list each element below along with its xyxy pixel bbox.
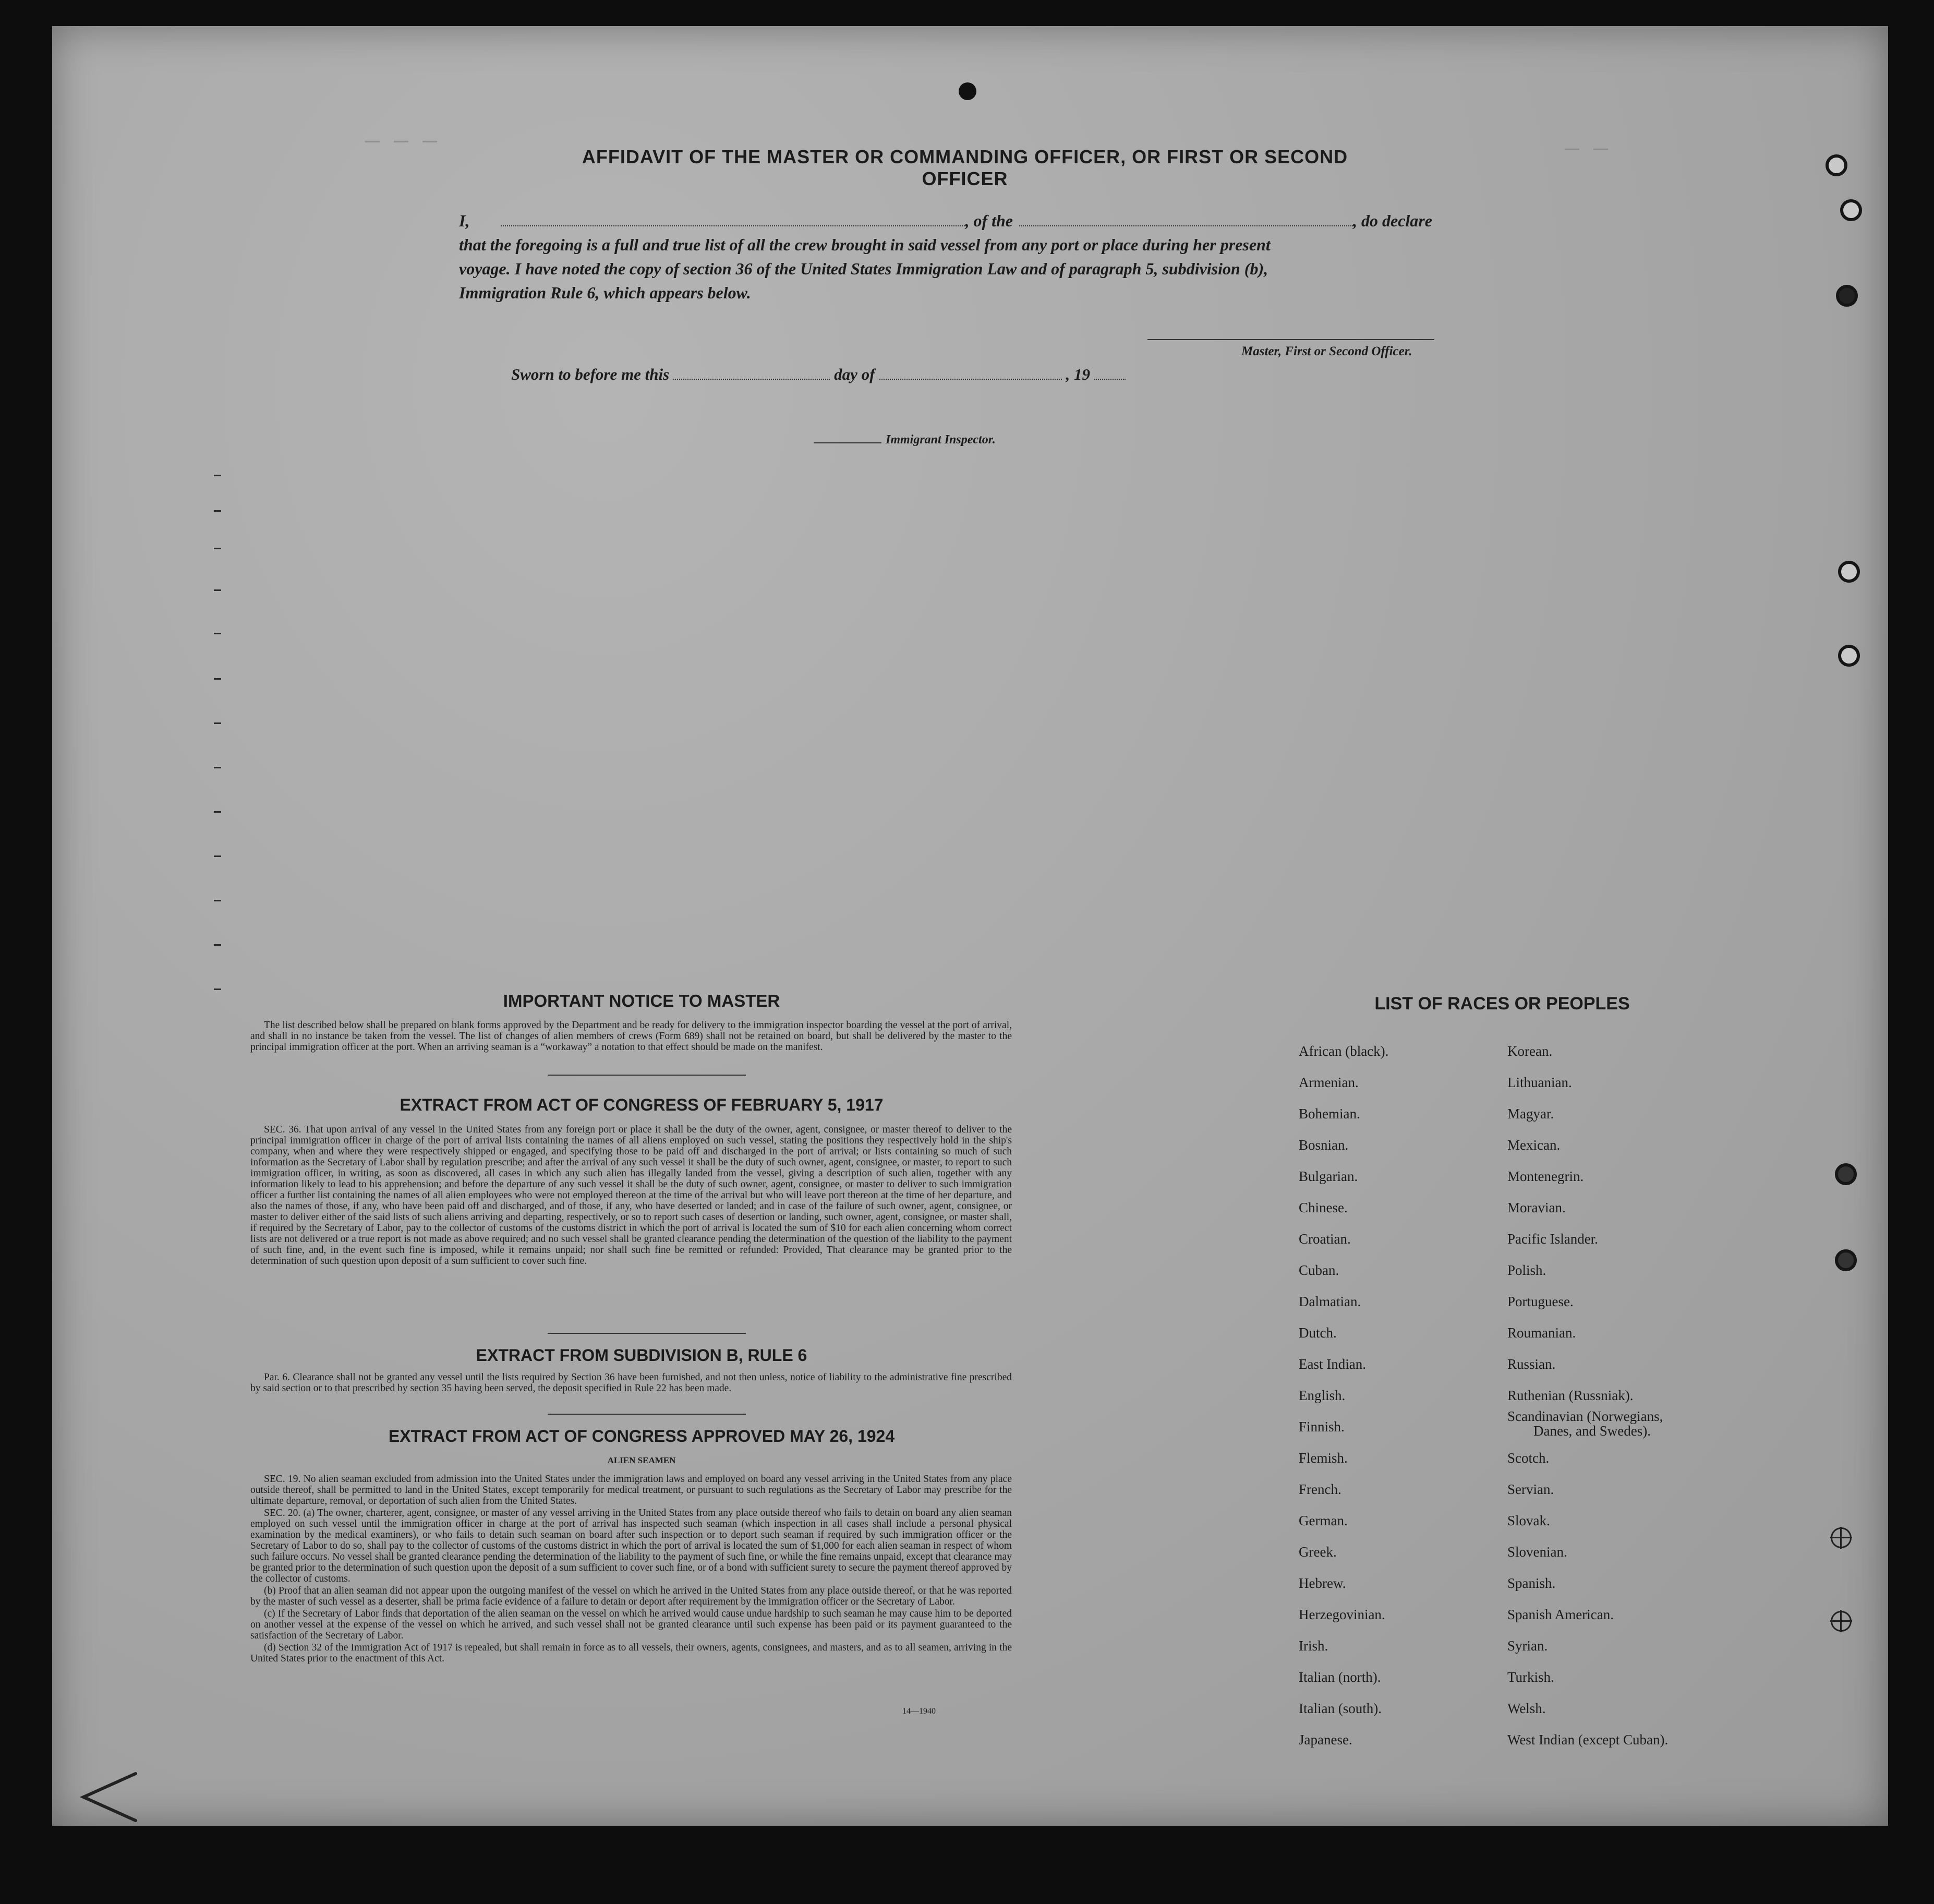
race-item: Herzegovinian. — [1299, 1607, 1385, 1622]
race-item: Dutch. — [1299, 1325, 1337, 1341]
affidavit-line: voyage. I have noted the copy of section 36 of the United States Immigration Law and of paragraph 5, subdivision (b), — [459, 259, 1268, 278]
extract-rule6-title: EXTRACT FROM SUBDIVISION B, RULE 6 — [476, 1346, 807, 1365]
race-item: Syrian. — [1507, 1638, 1548, 1654]
form-number: 14—1940 — [902, 1707, 936, 1716]
race-item: English. — [1299, 1388, 1346, 1403]
section-divider — [548, 1075, 746, 1076]
binder-ring-mark — [1838, 561, 1860, 583]
race-item: Greek. — [1299, 1544, 1337, 1560]
race-item: Spanish American. — [1507, 1607, 1614, 1622]
race-item: Italian (north). — [1299, 1669, 1381, 1685]
section-divider — [548, 1414, 746, 1415]
row-dash — [214, 633, 221, 634]
extract-1917-text — [250, 1124, 1012, 1268]
race-item: Bohemian. — [1299, 1106, 1360, 1122]
race-item: Irish. — [1299, 1638, 1328, 1654]
binder-ring-mark — [1836, 285, 1858, 307]
sworn-year-field[interactable] — [1094, 365, 1126, 380]
sec20d-paragraph: (d) Section 32 of the Immigration Act of 1917 is repealed, but shall remain in force as to all vessels, their owners, agents, consignees, and masters, and as to all seamen, arriving in the United States prior to the enactment of this Act. — [250, 1642, 1012, 1664]
signature-label: Master, First or Second Officer. — [1241, 344, 1412, 358]
affidavit-text — [459, 209, 1481, 305]
race-item: Spanish. — [1507, 1575, 1556, 1591]
sworn-statement — [511, 365, 1126, 384]
row-dash — [214, 510, 221, 512]
binder-ring-mark — [1835, 1249, 1857, 1271]
inspector-signature — [814, 429, 996, 447]
section-divider — [548, 1333, 746, 1334]
affidavit-of-the-label: , of the — [965, 211, 1013, 230]
extract-1917-paragraph: SEC. 36. That upon arrival of any vessel in the United States from any foreign port or place it shall be the duty of the owner, agent, consignee, or master thereof to deliver to the principal immigration officer in charge of the port of arrival lists containing the names of all aliens employed on such vessel, stating the positions they respectively hold in the ship's company, when and where they were respectively shipped or engaged, and specifying those to be paid off and discharged in the port of arrival; or lists containing so much of such information as the Secretary of Labor shall by regulation prescribe; and after the arrival of any such vessel it shall be the duty of such owner, agent, consignee, or master, to report to such immigration officer, in writing, as soon as discovered, all cases in which any such alien has illegally landed from the vessel, giving a description of such alien, together with any information likely to lead to his apprehension; and before the departure of any such vessel it shall be the duty of such owner, agent, consignee, or master to deliver to such immigration officer a further list containing the names of all alien employees who were not employed thereon at the time of the arrival but who will leave port thereon at the time of her departure, and also the names of those, if any, who have been paid off and discharged, and of those, if any, who have deserted or landed; and in case of the failure of such owner, agent, consignee, or master to deliver either of the said lists of such aliens arriving and departing, respectively, or so to report such cases of desertion or landing, such owner, agent, consignee, or master shall, if required by the Secretary of Labor, pay to the collector of customs of the customs district in which the port of arrival is located the sum of $10 for each alien concerning whom correct lists are not delivered or a true report is not made as above required; and no such vessel shall be granted clearance pending the determination of the question of the liability to the payment of such fine, and, in the event such fine is imposed, while it remains unpaid; nor shall such fine be remitted or refunded: Provided, That clearance may be granted prior to the determination of such question upon deposit of a sum sufficient to cover such fine. — [250, 1124, 1012, 1267]
sworn-label: Sworn to before me this — [511, 365, 670, 383]
extract-rule6-text — [250, 1372, 1012, 1395]
extract-1917-title: EXTRACT FROM ACT OF CONGRESS OF FEBRUARY 5, 1917 — [400, 1095, 884, 1114]
row-dash — [214, 589, 221, 591]
race-item: Slovenian. — [1507, 1544, 1567, 1560]
row-dash — [214, 475, 221, 476]
race-item: Japanese. — [1299, 1732, 1352, 1748]
sec20a-paragraph: SEC. 20. (a) The owner, charterer, agent, consignee, or master of any vessel arriving in the United States from any place outside thereof who fails to detain on board any alien seaman employed on such vessel until the immigration officer in charge at the port of arrival has inspected such seaman (which inspection in all cases shall include a personal physical examination by the medical examiners), or who fails to detain such seaman on board after such inspection or to deport such seaman if required by such immigration officer or the Secretary of Labor to do so, shall pay to the collector of customs of the customs district in which the port of arrival is located the sum of $1,000 for each alien seaman in respect of whom such failure occurs. No vessel shall be granted clearance pending the determination of the liability to the payment of such fine, or while the fine remains unpaid, except that clearance may be granted prior to the determination of such question upon the deposit of a sum sufficient to cover such fine, or of a bond with sufficient surety to secure the payment thereof approved by the collector of customs. — [250, 1508, 1012, 1584]
race-item: Pacific Islander. — [1507, 1231, 1598, 1247]
race-item: Polish. — [1507, 1262, 1546, 1278]
sec20b-paragraph: (b) Proof that an alien seaman did not appear upon the outgoing manifest of the vessel on which he arrived in the United States from any place outside thereof, or that he was reported by the master of such vessel as a deserter, shall be prima facie evidence of a failure to detain or deport after requirement by the immigration officer or the Secretary of Labor. — [250, 1585, 1012, 1607]
race-item: Slovak. — [1507, 1513, 1550, 1528]
year-label: , 19 — [1066, 365, 1090, 383]
row-dash — [214, 722, 221, 724]
binder-ring-mark — [1840, 199, 1862, 221]
day-of-label: day of — [834, 365, 875, 383]
race-item: West Indian (except Cuban). — [1507, 1732, 1669, 1748]
race-item: Korean. — [1507, 1043, 1553, 1059]
notice-paragraph: The list described below shall be prepared on blank forms approved by the Department and be ready for delivery to the immigration inspector boarding the vessel at the port of arrival, and shall in no instance be taken from the vessel. The list of changes of alien members of crews (Form 689) shall not be retained on board, but shall be delivered by the master to the principal immigration officer at the port. When an arriving seaman is a “workaway” a notation to that effect should be made on the manifest. — [250, 1020, 1012, 1053]
affidavit-line: that the foregoing is a full and true list of all the crew brought in said vessel from any port or place during her present — [459, 235, 1271, 254]
race-item: Italian (south). — [1299, 1701, 1382, 1716]
master-name-field[interactable] — [501, 212, 965, 226]
race-item: French. — [1299, 1481, 1341, 1497]
bleed-through-text: — — — [1565, 136, 1608, 163]
sworn-month-field[interactable] — [879, 365, 1062, 380]
extract-1924-text — [250, 1474, 1012, 1665]
race-item: Flemish. — [1299, 1450, 1348, 1466]
race-item: Servian. — [1507, 1481, 1554, 1497]
race-item: Turkish. — [1507, 1669, 1554, 1685]
binder-ring-mark — [1838, 645, 1860, 667]
race-item: Cuban. — [1299, 1262, 1339, 1278]
race-item: Ruthenian (Russniak). — [1507, 1388, 1634, 1403]
race-item: Bosnian. — [1299, 1137, 1349, 1153]
affidavit-i-label: I, — [459, 211, 470, 230]
race-item: Magyar. — [1507, 1106, 1554, 1122]
row-dash — [214, 548, 221, 549]
row-dash — [214, 678, 221, 680]
race-item-continued: Danes, and Swedes). — [1533, 1423, 1651, 1439]
race-item: Montenegrin. — [1507, 1168, 1584, 1184]
sec19-paragraph: SEC. 19. No alien seaman excluded from admission into the United States under the immigration laws and employed on board any vessel arriving in the United States from any place outside thereof, shall be permitted to land in the United States, except temporarily for medical treatment, or pursuant to such regulations as the Secretary of Labor may prescribe for the ultimate departure, removal, or deportation of such alien from the United States. — [250, 1474, 1012, 1507]
race-item: Scandinavian (Norwegians, — [1507, 1408, 1663, 1424]
signature-line[interactable] — [1147, 339, 1434, 340]
inspector-signature-field[interactable] — [814, 429, 881, 443]
registration-mark-icon — [1831, 1527, 1852, 1548]
race-item: Welsh. — [1507, 1701, 1546, 1716]
vessel-name-field[interactable] — [1019, 212, 1353, 226]
row-dash — [214, 811, 221, 813]
affidavit-declare-label: , do declare — [1353, 211, 1432, 230]
race-item: Chinese. — [1299, 1200, 1348, 1215]
alien-seamen-subtitle: ALIEN SEAMEN — [607, 1455, 676, 1465]
race-item: Lithuanian. — [1507, 1075, 1572, 1090]
race-item: East Indian. — [1299, 1356, 1366, 1372]
notice-title: IMPORTANT NOTICE TO MASTER — [503, 991, 780, 1010]
binder-ring-mark — [1835, 1163, 1857, 1185]
inspector-label: Immigrant Inspector. — [886, 433, 996, 447]
race-item: Moravian. — [1507, 1200, 1566, 1215]
race-item: Mexican. — [1507, 1137, 1561, 1153]
race-item: German. — [1299, 1513, 1348, 1528]
pencil-mark — [73, 1763, 146, 1836]
row-dash — [214, 989, 221, 990]
row-dash — [214, 767, 221, 768]
race-item: Dalmatian. — [1299, 1294, 1361, 1309]
races-title: LIST OF RACES OR PEOPLES — [1374, 994, 1630, 1014]
race-item: Croatian. — [1299, 1231, 1351, 1247]
race-item: Hebrew. — [1299, 1575, 1346, 1591]
punch-hole — [959, 82, 976, 100]
race-item: African (black). — [1299, 1043, 1389, 1059]
race-item: Roumanian. — [1507, 1325, 1576, 1341]
race-item: Finnish. — [1299, 1419, 1345, 1435]
row-dash — [214, 900, 221, 901]
extract-1924-title: EXTRACT FROM ACT OF CONGRESS APPROVED MAY 26, 1924 — [388, 1427, 895, 1445]
row-dash — [214, 855, 221, 857]
binder-ring-mark — [1826, 154, 1847, 176]
row-dash — [214, 944, 221, 946]
race-item: Scotch. — [1507, 1450, 1550, 1466]
race-item: Armenian. — [1299, 1075, 1359, 1090]
race-item: Russian. — [1507, 1356, 1556, 1372]
registration-mark-icon — [1831, 1611, 1852, 1632]
race-item: Bulgarian. — [1299, 1168, 1358, 1184]
sec20c-paragraph: (c) If the Secretary of Labor finds that deportation of the alien seaman on the vessel on which he arrived would cause undue hardship to such seaman he may cause him to be deported on another vessel at the expense of the vessel on which he arrived, and such vessel shall not be granted clearance until such expense has been paid or its payment guaranteed to the satisfaction of the Secretary of Labor. — [250, 1608, 1012, 1641]
bleed-through-text: — — — — [365, 128, 438, 155]
notice-text — [250, 1020, 1012, 1054]
affidavit-title: AFFIDAVIT OF THE MASTER OR COMMANDING OFFICER, OR FIRST OR SECOND OFFICER — [582, 146, 1348, 189]
race-item: Portuguese. — [1507, 1294, 1574, 1309]
extract-rule6-paragraph: Par. 6. Clearance shall not be granted any vessel until the lists required by Section 36 have been furnished, and not then unless, notice of liability to the administrative fine prescribed by said section or to that prescribed by section 35 having been served, the deposit specified in Rule 22 has been made. — [250, 1372, 1012, 1394]
affidavit-line: Immigration Rule 6, which appears below. — [459, 283, 751, 302]
sworn-day-field[interactable] — [673, 365, 830, 380]
